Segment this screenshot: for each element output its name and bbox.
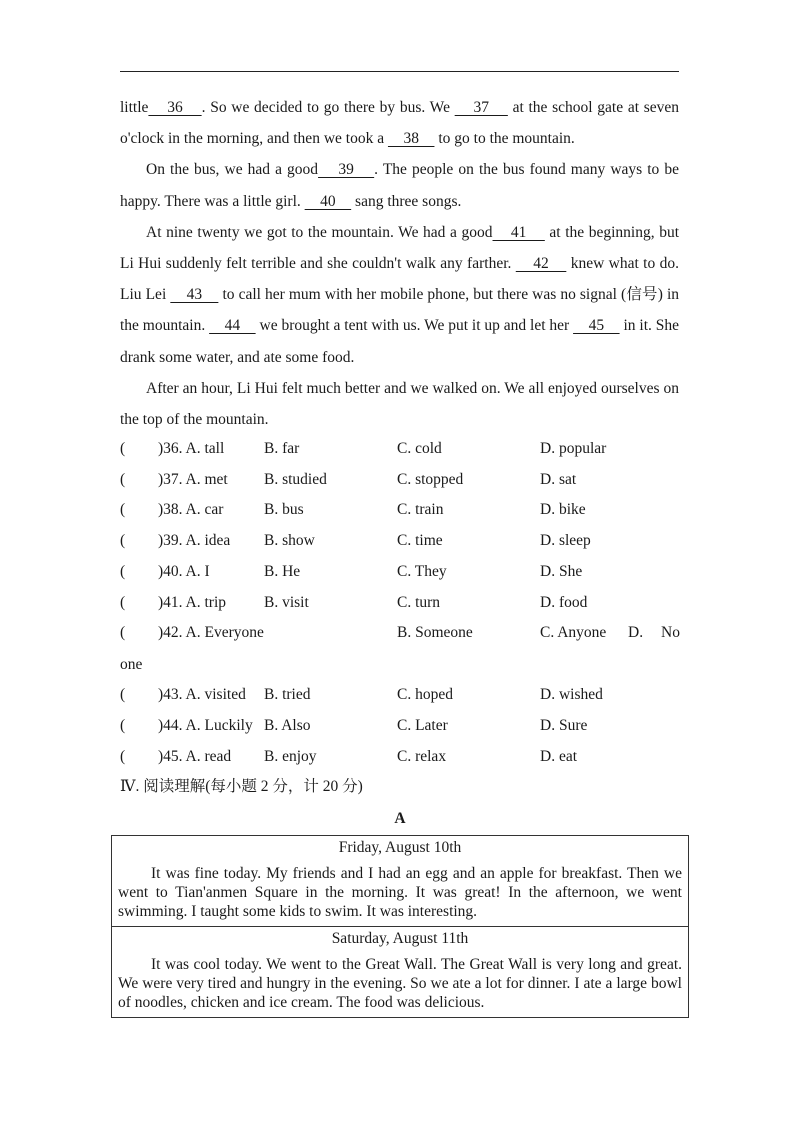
answer-paren[interactable]: ( [120,532,126,549]
option-c: C. turn [397,594,441,611]
blank-43: 43 [170,286,219,304]
passage-text: . The people on the bus found many ways to be happy. There was a little girl. [120,161,680,210]
option-c: C. They [397,563,447,580]
question-41 [120,587,680,618]
option-d: D. food [540,594,588,611]
blank-37: 37 [454,99,508,116]
option-a: )36. A. tall [158,440,225,457]
option-d: D. sat [540,471,577,488]
passage-text: sang three songs. [351,192,462,210]
passage-text: . So we decided to go there by bus. We [201,99,455,116]
option-d: D. eat [540,748,578,765]
question-43 [120,679,680,710]
option-d: D. popular [540,440,607,457]
question-38 [120,494,680,525]
option-b: B. studied [264,471,327,488]
option-a: )42. A. Everyone [158,624,264,641]
answer-paren[interactable]: ( [120,686,126,703]
blank-41: 41 [492,223,545,241]
passage-paragraph-2 [120,154,679,216]
passage-text: to go to the mountain. [434,130,575,148]
passage-text: in it. She drank some water, and ate some food. [120,317,679,366]
option-a: )40. A. I [158,563,210,580]
diary-date: Friday, August 10th [338,839,462,856]
question-45 [120,741,680,772]
option-a: )41. A. trip [158,594,227,611]
passage-text: to call her mum with her mobile phone, but there was no signal (信号) in the mountain. [120,286,680,335]
diary-entry [112,836,688,926]
option-a: )37. A. met [158,471,228,488]
answer-paren[interactable]: ( [120,501,126,518]
answer-paren[interactable]: ( [120,563,126,580]
diary-body: It was cool today. We went to the Great Wall. The Great Wall is very long and great. We were very tired and hungry in the evening. So we ate a lot for dinner. I ate a large bowl of noodles, chicken and ice cream. The food was delicious. [118,956,682,1011]
passage-paragraph-1 [120,92,679,154]
answer-paren[interactable]: ( [120,594,126,611]
option-b: B. He [264,563,301,580]
blank-45: 45 [573,317,620,335]
option-c: C. train [397,501,444,518]
option-b: B. Also [264,717,311,734]
option-d: D. Sure [540,717,588,734]
passage-text: at the school gate at seven o'clock in the morning, and then we took a [120,99,680,148]
section-heading: Ⅳ. 阅读理解(每小题 2 分，计 20 分) [120,778,363,795]
diary-body: It was fine today. My friends and I had an egg and an apple for breakfast. Then we went to Tian'anmen Square in the morning. It was great! In the afternoon, we went swimming. I taught some kids to swim. It was interesting. [118,865,682,920]
passage-text: knew what to do. Liu Lei [120,255,679,304]
question-42 [120,617,680,648]
option-d-wrap: one [120,656,143,673]
option-d: D. wished [540,686,603,703]
option-c: C. stopped [397,471,464,488]
diary-date: Saturday, August 11th [331,930,469,947]
option-b: B. show [264,532,315,549]
option-c: C. time [397,532,443,549]
option-b: B. enjoy [264,748,317,765]
blank-40: 40 [304,192,352,210]
question-44 [120,710,680,741]
option-a: )43. A. visited [158,686,246,703]
option-b: B. far [264,440,300,457]
answer-paren[interactable]: ( [120,624,126,641]
diary-entry [112,926,688,1017]
answer-paren[interactable]: ( [120,748,126,765]
passage-paragraph-4: After an hour, Li Hui felt much better and we walked on. We all enjoyed ourselves on the top of the mountain. [120,379,679,429]
option-c: C. Later [397,717,448,734]
blank-36: 36 [148,99,202,116]
blank-44: 44 [209,317,256,335]
option-c: C. relax [397,748,447,765]
passage-text: little [120,99,149,116]
option-a: )44. A. Luckily [158,717,253,734]
option-b: B. Someone [397,624,473,641]
answer-paren[interactable]: ( [120,717,126,734]
option-d: D. She [540,563,583,580]
option-c: C. Anyone [540,624,607,641]
passage-text: we brought a tent with us. We put it up and let her [255,317,574,335]
option-b: B. tried [264,686,311,703]
passage-text: On the bus, we had a good [146,161,319,179]
option-d-text: No [661,624,680,641]
cloze-passage [120,92,679,435]
option-c: C. cold [397,440,442,457]
option-d: D. [628,624,644,641]
blank-38: 38 [387,130,435,148]
section-part-label: A [394,810,406,827]
question-39 [120,525,680,556]
option-c: C. hoped [397,686,453,703]
answer-paren[interactable]: ( [120,471,126,488]
passage-text: At nine twenty we got to the mountain. We had a good [146,223,493,241]
option-d: D. bike [540,501,586,518]
blank-39: 39 [318,161,375,179]
blank-42: 42 [515,255,567,273]
question-36 [120,433,680,464]
option-a: )39. A. idea [158,532,231,549]
passage-text: at the beginning, but Li Hui suddenly felt terrible and she couldn't walk any farther. [120,223,680,273]
option-a: )45. A. read [158,748,232,765]
header-rule [120,71,679,72]
question-37 [120,464,680,495]
option-b: B. bus [264,501,304,518]
option-a: )38. A. car [158,501,224,518]
option-b: B. visit [264,594,309,611]
diary-table [111,835,689,1018]
answer-paren[interactable]: ( [120,440,126,457]
passage-paragraph-3 [120,217,679,373]
question-40 [120,556,680,587]
option-d: D. sleep [540,532,591,549]
